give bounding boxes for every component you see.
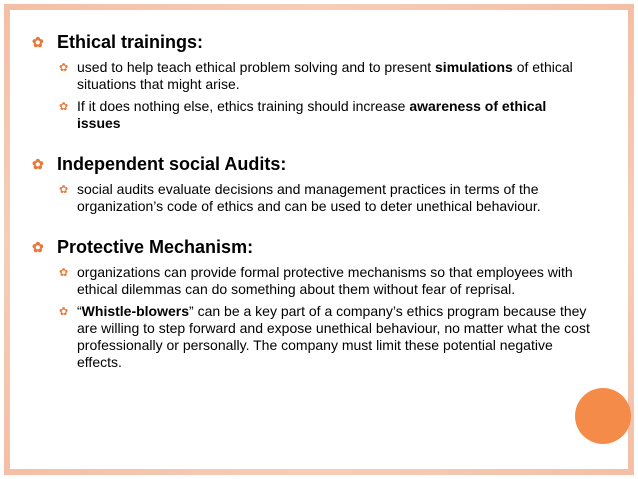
lotus-bullet-icon: ✿ [32,239,44,255]
list-item-text [77,264,592,298]
section [32,235,592,371]
slide-border-left [4,4,10,475]
text-run: ” can be a key part of a company’s ethics program because they are willing to step forward and expose unethical behaviour, no matter what the cost professionally or personally. The company must limit these potential negative effects. [77,303,590,370]
lotus-bullet-icon: ✿ [32,34,44,50]
lotus-bullet-small-icon: ✿ [59,267,69,279]
text-run: social audits evaluate decisions and management practices in terms of the organization’s code of ethics and can be used to deter unethical behaviour. [77,181,541,214]
lotus-bullet-small-icon: ✿ [59,184,69,196]
lotus-bullet-small-icon: ✿ [59,306,69,318]
text-run: used to help teach ethical problem solving and to present [77,59,436,75]
section-heading [32,30,592,54]
list-item-text [77,59,592,93]
decorative-circle [575,388,631,444]
list-item-text [77,303,592,371]
emphasized-text: awareness of ethical issues [77,98,547,131]
slide-content [32,30,592,391]
section-heading-text: Protective Mechanism: [57,237,254,257]
text-run: If it does nothing else, ethics training should increase [77,98,410,114]
list-item [59,264,592,298]
text-run: “ [77,303,82,319]
section [32,152,592,215]
section-heading [32,152,592,176]
emphasized-text: simulations [435,59,513,75]
list-item [59,303,592,371]
list-item [59,98,592,132]
section [32,30,592,132]
slide-border-top [5,4,633,10]
list-item [59,59,592,93]
lotus-bullet-icon: ✿ [32,156,44,172]
emphasized-text: Whistle-blowers [81,303,190,319]
text-run: of ethical situations that might arise. [77,59,573,92]
section-heading-text: Independent social Audits: [57,154,287,174]
list-item-text [77,181,592,215]
section-heading-text: Ethical trainings: [57,32,204,52]
lotus-bullet-small-icon: ✿ [59,101,69,113]
slide-border-bottom [5,469,633,475]
text-run: organizations can provide formal protective mechanisms so that employees with ethical dilemmas can do something about them without fear of reprisal. [77,264,573,297]
list-item [59,181,592,215]
list-item-text [77,98,592,132]
lotus-bullet-small-icon: ✿ [59,62,69,74]
section-heading [32,235,592,259]
